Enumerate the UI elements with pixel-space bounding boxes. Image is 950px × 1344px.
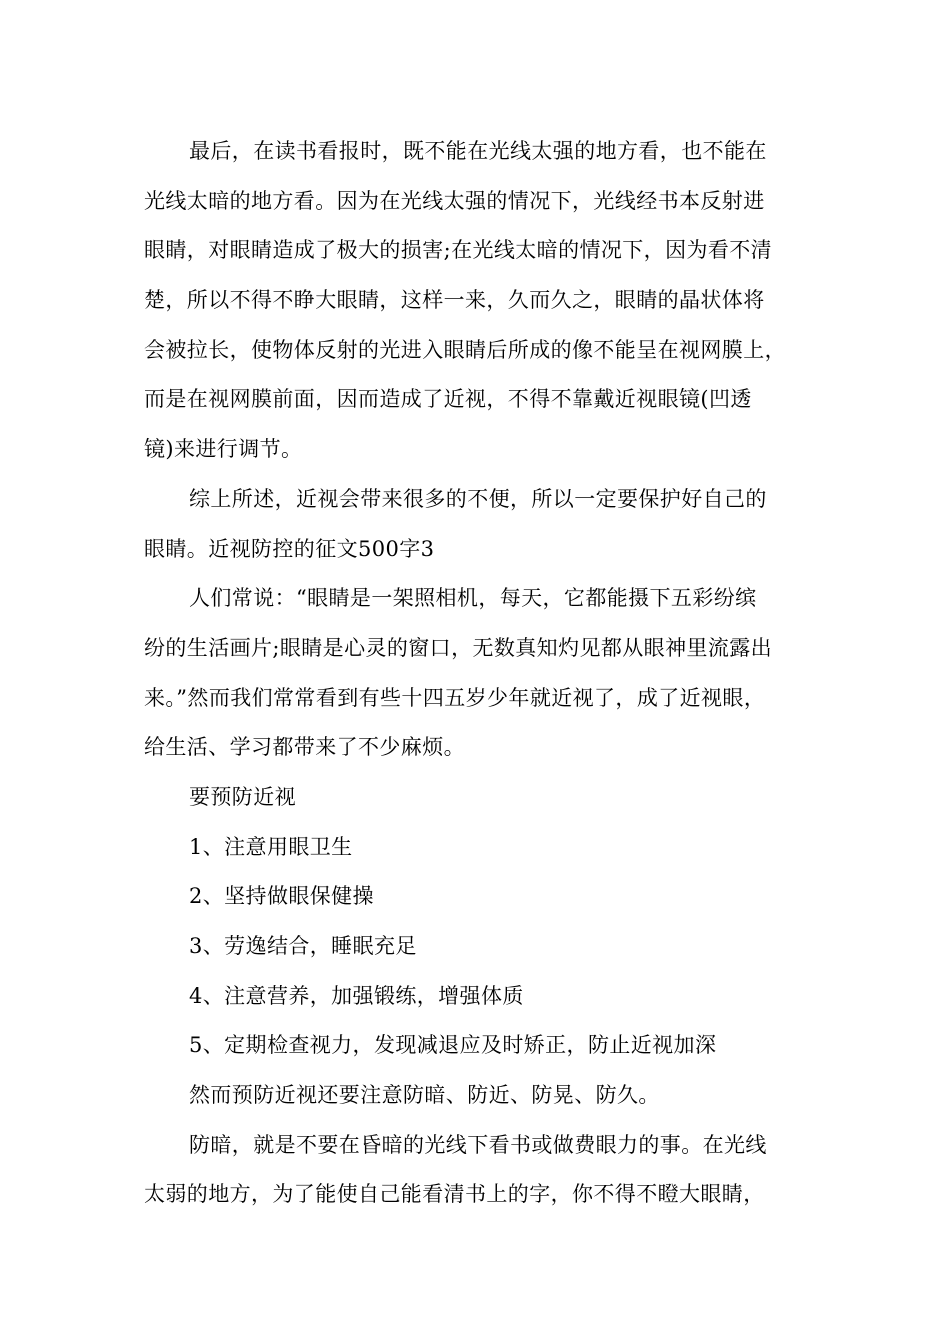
- text-line: 眼睛，对眼睛造成了极大的损害;在光线太暗的情况下，因为看不清: [144, 238, 773, 263]
- list-item: 5、定期检查视力，发现减退应及时矫正，防止近视加深: [189, 1033, 717, 1058]
- text-line: 防暗，就是不要在昏暗的光线下看书或做费眼力的事。在光线: [189, 1132, 767, 1157]
- text-line: 楚，所以不得不睁大眼睛，这样一来，久而久之，眼睛的晶状体将: [144, 288, 765, 313]
- list-item: 1、注意用眼卫生: [189, 834, 353, 859]
- section-heading: 要预防近视: [189, 784, 296, 809]
- text-line: 纷的生活画片;眼睛是心灵的窗口，无数真知灼见都从眼神里流露出: [144, 635, 773, 660]
- text-line: 光线太暗的地方看。因为在光线太强的情况下，光线经书本反射进: [144, 188, 765, 213]
- text-line: 太弱的地方，为了能使自己能看清书上的字，你不得不瞪大眼睛，: [144, 1182, 765, 1207]
- text-line: 综上所述，近视会带来很多的不便，所以一定要保护好自己的: [189, 486, 767, 511]
- list-item: 4、注意营养，加强锻练，增强体质: [189, 983, 524, 1008]
- text-line: 而是在视网膜前面，因而造成了近视，不得不靠戴近视眼镜(凹透: [144, 387, 752, 412]
- text-line: 来。”然而我们常常看到有些十四五岁少年就近视了，成了近视眼，: [144, 685, 766, 710]
- text-line: 人们常说：“眼睛是一架照相机，每天，它都能摄下五彩纷缤: [189, 586, 757, 611]
- text-line: 镜)来进行调节。: [144, 437, 303, 462]
- text-line: 会被拉长，使物体反射的光进入眼睛后所成的像不能呈在视网膜上，: [144, 337, 786, 362]
- list-item: 3、劳逸结合，睡眠充足: [189, 934, 417, 958]
- text-line: 然而预防近视还要注意防暗、防近、防晃、防久。: [189, 1083, 660, 1108]
- text-line: 眼睛。近视防控的征文500字3: [144, 536, 435, 561]
- text-line: 最后，在读书看报时，既不能在光线太强的地方看，也不能在: [189, 139, 767, 163]
- text-line: 给生活、学习都带来了不少麻烦。: [144, 735, 465, 760]
- list-item: 2、坚持做眼保健操: [189, 884, 374, 909]
- document-body: [144, 127, 824, 1220]
